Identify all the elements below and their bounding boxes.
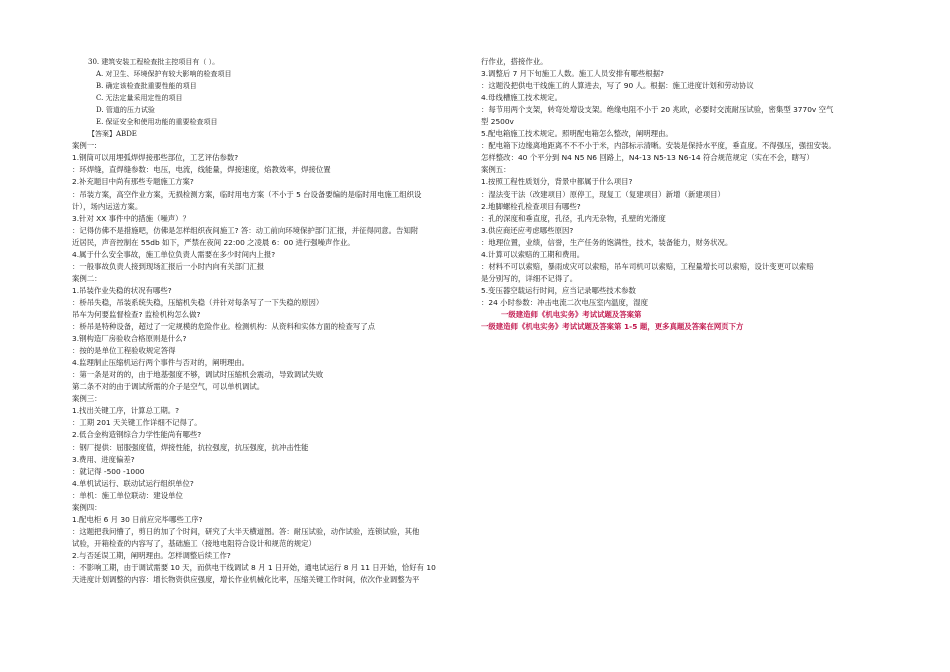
text-line: ：记得仿佛不是措施吧，仿佛是怎样组织夜间施工? 答：动工前向环境保护部门汇报，并征得同意。告知附 bbox=[72, 225, 419, 235]
text-line: 1.按照工程性质划分，背景中都属于什么项目? bbox=[481, 177, 633, 187]
question-option-e: E. 保证安全和使用功能的重要检查项目 bbox=[96, 118, 218, 127]
text-line: 计），场内运送方案。 bbox=[72, 201, 143, 211]
text-line: ：按的是单位工程验收规定答得 bbox=[72, 346, 176, 356]
text-line: ：一般事故负责人接到现场汇报后一小时内向有关部门汇报 bbox=[72, 261, 265, 271]
text-line: 案例三： bbox=[72, 394, 102, 404]
right-column bbox=[481, 56, 881, 333]
question-option-b: B. 确定该检查批重要性能的项目 bbox=[96, 82, 197, 91]
text-line: 2.与否延误工期，阐明理由。怎样调整后续工作? bbox=[72, 550, 231, 560]
text-line: 4.单机试运行、联动试运行组织单位? bbox=[72, 478, 194, 488]
text-line: ：就记得 -500 -1000 bbox=[72, 466, 145, 476]
question-option-a: A. 对卫生、环境保护有较大影响的检查项目 bbox=[96, 70, 232, 79]
question-option-d: D. 管道的压力试验 bbox=[96, 106, 155, 115]
text-line: 型 2500v bbox=[481, 117, 514, 127]
text-line: ：每节用两个支架，转弯处增设支架。绝缘电阻不小于 20 兆欧，必要时交流耐压试验，密集型 3770v 空气 bbox=[481, 105, 834, 115]
text-line: ：24 小时参数：冲击电流二次电压室内温度，湿度 bbox=[481, 297, 648, 307]
text-line: 天进度计划调整的内容：增长物资供应强度，增长作业机械化比率，压缩关键工作时间，依次作业调整为平 bbox=[72, 575, 420, 585]
text-line: ：材料不可以索赔，暴雨成灾可以索赔，吊车司机可以索赔，工程量增长可以索赔，设计变更可以索赔 bbox=[481, 261, 814, 271]
question-option-c: C. 无法定量采用定性的项目 bbox=[96, 94, 183, 103]
text-line: 怎样整改：40 个平分到 N4 N5 N6 回路上，N4-13 N5-13 N6-14 符合规范规定（实在不会，瞎写） bbox=[481, 153, 814, 163]
left-column bbox=[72, 56, 470, 586]
text-line: 2.地脚螺栓孔检查项目有哪些? bbox=[481, 201, 581, 211]
text-line: 案例一: bbox=[72, 141, 97, 151]
text-line: 试验，开箱检查的内容写了，基础施工（接地电阻符合设计和规范的规定） bbox=[72, 538, 316, 548]
text-line: 行作业，搭接作业。 bbox=[481, 57, 548, 66]
text-line: 是分别写的，详细不记得了。 bbox=[481, 273, 578, 283]
text-line: 3.调整后 7 月下旬施工人数。施工人员安排有哪些根据? bbox=[481, 69, 664, 79]
question-answer: 【答案】ABDE bbox=[88, 130, 137, 139]
text-line: 2.低合金构造钢综合力学性能尚有哪些? bbox=[72, 430, 202, 440]
text-line: ：桥吊失稳，吊装系统失稳，压缩机失稳（并针对每条写了一下失稳的原因） bbox=[72, 297, 324, 307]
text-line: ：不影响工期，由于调试需要 10 天，而供电干线调试 8 月 1 日开始，通电试运行 8 月 11 日开始，恰好有 10 bbox=[72, 562, 436, 572]
text-line: 3.费用、进度偏差? bbox=[72, 454, 135, 464]
left-text-lines bbox=[72, 140, 470, 586]
text-line: 4.监理制止压缩机运行两个事件与否对的，阐明理由。 bbox=[72, 358, 250, 368]
text-line: 3.供应商还应考虑哪些原因? bbox=[481, 225, 574, 235]
text-line: ：配电箱下边缘离地距离不不不小于米，内部标示清晰。安装是保持水平度，垂直度。不得强压，强扭安装。 bbox=[481, 141, 836, 151]
red-heading-line-1: 一级建造师《机电实务》考试试题及答案第 bbox=[501, 309, 642, 319]
text-line: ：孔的深度和垂直度，孔径，孔内无杂物，孔壁的光滑度 bbox=[481, 213, 666, 223]
text-line: ：环焊缝，直焊缝参数：电压，电流，线能量，焊接速度，焰教效率，焊接位置 bbox=[72, 165, 331, 175]
text-line: 2.补充题目中尚有那些专题施工方案? bbox=[72, 177, 194, 187]
text-line: ：湿法变干法（改建项目）原停工，现复工（复建项目）新增（新建项目） bbox=[481, 189, 725, 199]
text-line: 5.变压器空载运行时间，应当记录哪些技术参数 bbox=[481, 285, 636, 295]
text-line: ：钢厂提供：屈服强度值，焊接性能，抗拉强度，抗压强度，抗冲击性能 bbox=[72, 442, 309, 452]
text-line: 案例二： bbox=[72, 273, 102, 283]
text-line: 1.配电柜 6 月 30 日前应完毕哪些工序? bbox=[72, 514, 203, 524]
text-line: ：工期 201 天关键工作详细不记得了。 bbox=[72, 418, 202, 428]
text-line: 1.钢筒可以用埋弧焊焊接那些部位，工艺评估参数? bbox=[72, 153, 239, 163]
text-line: ：地理位置，业绩，信誉，生产任务的饱满性，技术，装备能力，财务状况。 bbox=[481, 237, 733, 247]
text-line: 4.计算可以索赔的工期和费用。 bbox=[481, 249, 585, 259]
text-line: 吊车为何要监督检查? 监检机构怎么做? bbox=[72, 309, 201, 319]
text-line: 近居民，声音控制在 55db 如下，严禁在夜间 22:00 之凌晨 6：00 进行强噪声作业。 bbox=[72, 237, 355, 247]
question-title: 30. 建筑安装工程检查批主控项目有（ ）。 bbox=[88, 58, 220, 66]
text-line: 3.针对 XX 事件中的措施（噪声）？ bbox=[72, 213, 190, 223]
text-line: ：这题没把供电干线施工的人算进去，写了 90 人。根据：施工进度计划和劳动协议 bbox=[481, 81, 754, 91]
text-line: ：吊装方案，高空作业方案，无损检测方案，临时用电方案（不小于 5 台设备要编的是临时用电施工组织设 bbox=[72, 189, 422, 199]
text-line: 案例五： bbox=[481, 165, 511, 175]
right-text-lines bbox=[481, 56, 881, 309]
text-line: ：这题把我问懵了，剪日的加了个时间，研究了大半天横道图。答：耐压试验，动作试验，连锁试验，其他 bbox=[72, 526, 420, 536]
text-line: 4.属于什么安全事故，施工单位负责人需要在多少时间内上报? bbox=[72, 249, 276, 259]
text-line: 5.配电箱施工技术规定。照明配电箱怎么整改，阐明理由。 bbox=[481, 129, 673, 139]
red-heading-line-2: 一级建造师《机电实务》考试试题及答案第 1-5 题，更多真题及答案在网页下方 bbox=[481, 322, 744, 332]
text-line: 3.钢构造厂房验收合格原则是什么? bbox=[72, 334, 187, 344]
text-line: ：桥吊是特种设备，超过了一定规模的危险作业。检测机构：从资料和实体方面的检查写了点 bbox=[72, 322, 376, 332]
text-line: 1.找出关键工序，计算总工期。? bbox=[72, 406, 180, 416]
text-line: 第二条不对的由于调试所需的介子是空气，可以单机调试。 bbox=[72, 382, 265, 392]
text-line: ：第一条是对的的，由于地基强度不够，调试时压缩机会震动，导致调试失败 bbox=[72, 370, 324, 380]
text-line: 1.吊装作业失稳的状况有哪些? bbox=[72, 285, 172, 295]
text-line: 案例四： bbox=[72, 502, 102, 512]
text-line: 4.母线槽施工技术规定。 bbox=[481, 93, 562, 103]
text-line: ：单机：施工单位联动：建设单位 bbox=[72, 490, 183, 500]
